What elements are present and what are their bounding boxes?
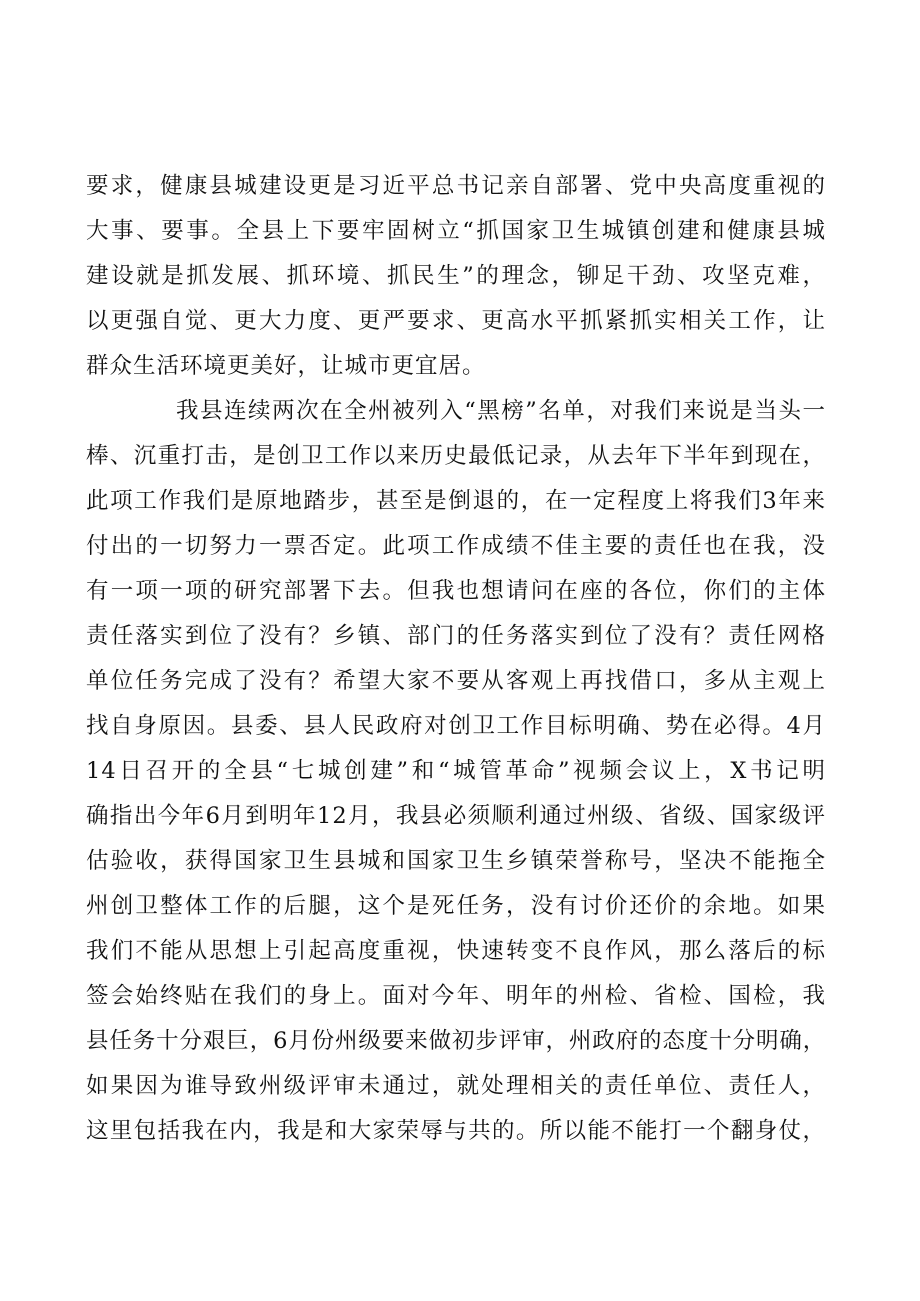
paragraph-2-line-6: 责任落实到位了没有？乡镇、部门的任务落实到位了没有？责任网格 bbox=[86, 623, 826, 649]
paragraph-2-line-16: 如果因为谁导致州级评审未通过，就处理相关的责任单位、责任人， bbox=[86, 1073, 826, 1099]
paragraph-2-line-13: 我们不能从思想上引起高度重视，快速转变不良作风，那么落后的标 bbox=[86, 938, 826, 964]
paragraph-2-line-14: 签会始终贴在我们的身上。面对今年、明年的州检、省检、国检，我 bbox=[86, 983, 826, 1009]
paragraph-2-line-4: 付出的一切努力一票否定。此项工作成绩不佳主要的责任也在我，没 bbox=[86, 533, 826, 559]
paragraph-2-line-12: 州创卫整体工作的后腿，这个是死任务，没有讨价还价的余地。如果 bbox=[86, 893, 826, 919]
paragraph-2-line-3: 此项工作我们是原地踏步，甚至是倒退的，在一定程度上将我们3年来 bbox=[86, 488, 826, 514]
paragraph-2-line-8: 找自身原因。县委、县人民政府对创卫工作目标明确、势在必得。4月 bbox=[86, 713, 826, 739]
paragraph-2-line-2: 棒、沉重打击，是创卫工作以来历史最低记录，从去年下半年到现在， bbox=[86, 443, 826, 469]
paragraph-1-line-1: 要求，健康县城建设更是习近平总书记亲自部署、党中央高度重视的 bbox=[86, 173, 826, 199]
paragraph-2-line-11: 估验收，获得国家卫生县城和国家卫生乡镇荣誉称号，坚决不能拖全 bbox=[86, 848, 826, 874]
paragraph-2-line-10: 确指出今年6月到明年12月，我县必须顺利通过州级、省级、国家级评 bbox=[86, 803, 826, 829]
paragraph-2-line-7: 单位任务完成了没有？希望大家不要从客观上再找借口，多从主观上 bbox=[86, 668, 826, 694]
paragraph-1-line-2: 大事、要事。全县上下要牢固树立“抓国家卫生城镇创建和健康县城 bbox=[86, 218, 826, 244]
paragraph-2-line-9: 14日召开的全县“七城创建”和“城管革命”视频会议上，X书记明 bbox=[86, 758, 826, 784]
paragraph-2-line-17: 这里包括我在内，我是和大家荣辱与共的。所以能不能打一个翻身仗， bbox=[86, 1118, 826, 1144]
paragraph-2-line-5: 有一项一项的研究部署下去。但我也想请问在座的各位，你们的主体 bbox=[86, 578, 826, 604]
paragraph-1-line-5: 群众生活环境更美好，让城市更宜居。 bbox=[86, 353, 486, 379]
paragraph-2-line-15: 县任务十分艰巨，6月份州级要来做初步评审，州政府的态度十分明确， bbox=[86, 1028, 826, 1054]
paragraph-2-line-1: 我县连续两次在全州被列入“黑榜”名单，对我们来说是当头一 bbox=[176, 398, 826, 424]
paragraph-1-line-3: 建设就是抓发展、抓环境、抓民生”的理念，铆足干劲、攻坚克难， bbox=[86, 263, 826, 289]
paragraph-1-line-4: 以更强自觉、更大力度、更严要求、更高水平抓紧抓实相关工作，让 bbox=[86, 308, 826, 334]
